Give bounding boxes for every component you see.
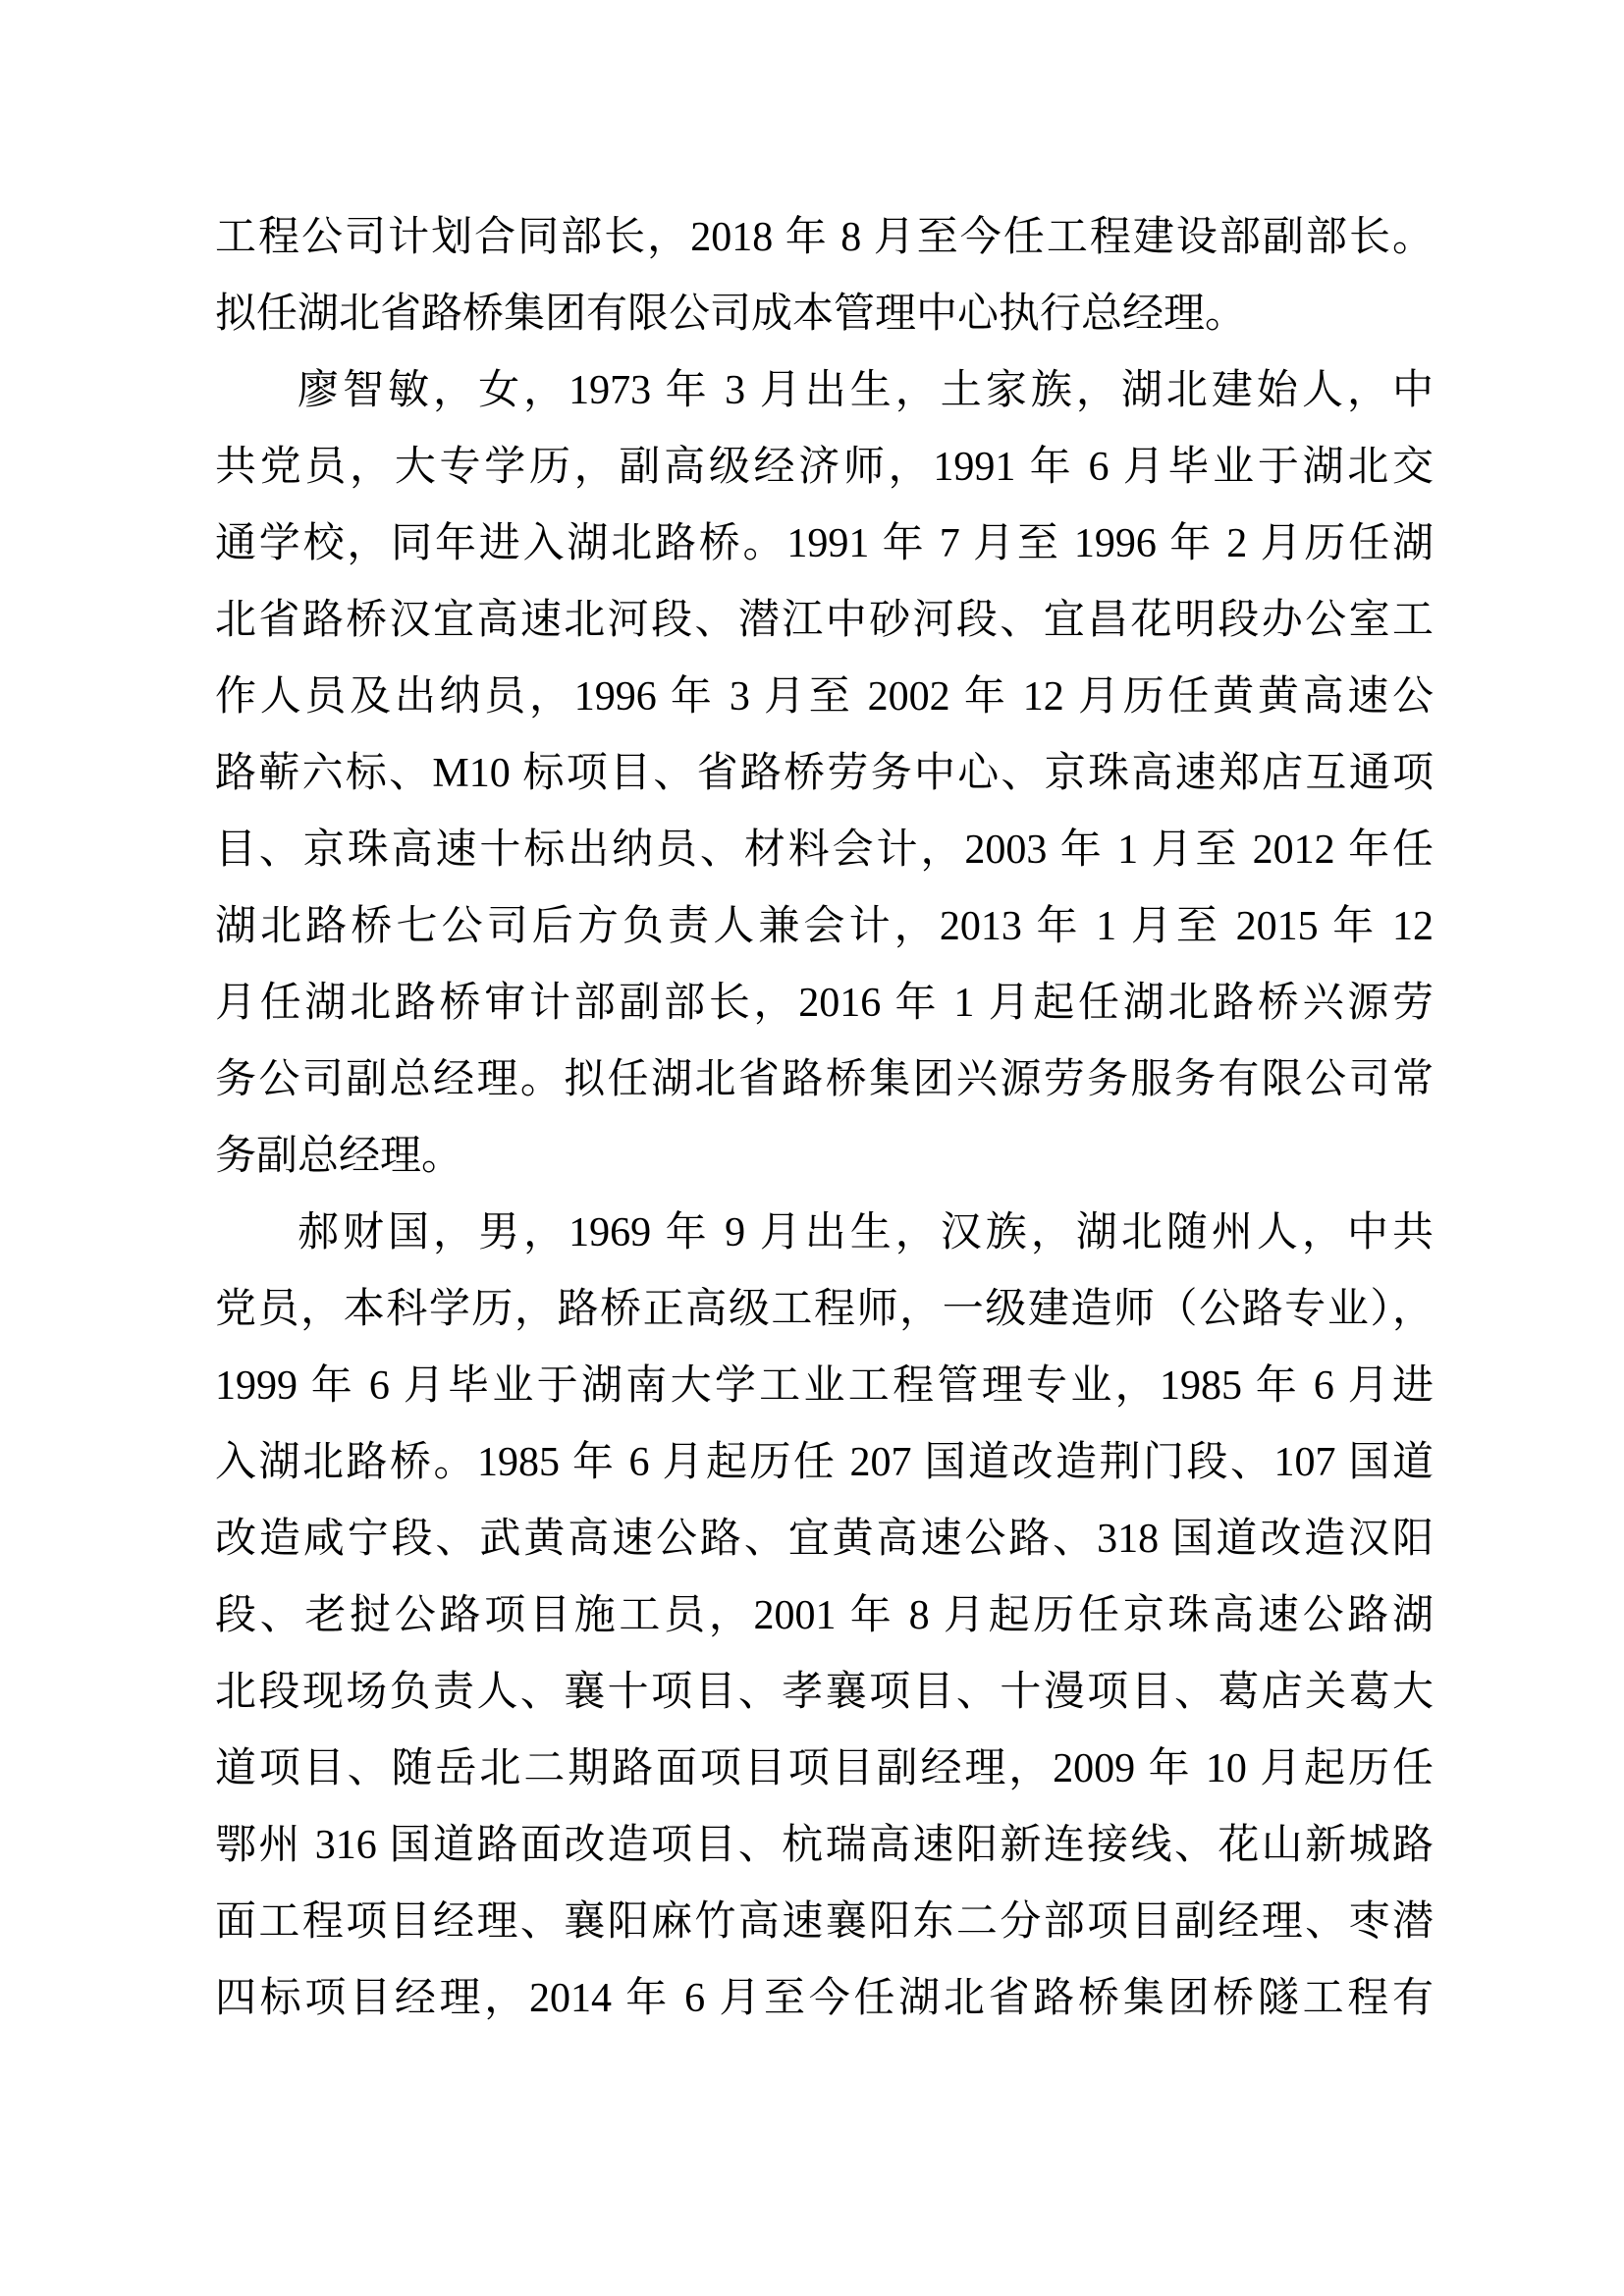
text-line: 共党员，大专学历，副高级经济师，1991 年 6 月毕业于湖北交 bbox=[215, 445, 1434, 490]
paragraph-continuation bbox=[215, 199, 1434, 352]
text-line: 道项目、随岳北二期路面项目项目副经理，2009 年 10 月起历任 bbox=[215, 1746, 1434, 1791]
text-line: 鄂州 316 国道路面改造项目、杭瑞高速阳新连接线、花山新城路 bbox=[215, 1823, 1434, 1868]
text-line: 湖北路桥七公司后方负责人兼会计，2013 年 1 月至 2015 年 12 bbox=[215, 904, 1434, 949]
text-line: 工程公司计划合同部长，2018 年 8 月至今任工程建设部副部长。 bbox=[215, 215, 1434, 260]
text-line: 段、老挝公路项目施工员，2001 年 8 月起历任京珠高速公路湖 bbox=[215, 1593, 1434, 1638]
text-line: 四标项目经理，2014 年 6 月至今任湖北省路桥集团桥隧工程有 bbox=[215, 1976, 1434, 2021]
text-line: 北段现场负责人、襄十项目、孝襄项目、十漫项目、葛店关葛大 bbox=[215, 1670, 1434, 1715]
text-line: 郝财国，男，1969 年 9 月出生，汉族，湖北随州人，中共 bbox=[298, 1210, 1434, 1255]
text-line: 通学校，同年进入湖北路桥。1991 年 7 月至 1996 年 2 月历任湖 bbox=[215, 521, 1434, 566]
text-line: 改造咸宁段、武黄高速公路、宜黄高速公路、318 国道改造汉阳 bbox=[215, 1517, 1434, 1562]
text-line: 入湖北路桥。1985 年 6 月起历任 207 国道改造荆门段、107 国道 bbox=[215, 1440, 1434, 1485]
text-line: 务副总经理。 bbox=[215, 1134, 463, 1179]
text-line: 廖智敏，女，1973 年 3 月出生，土家族，湖北建始人，中 bbox=[298, 368, 1434, 413]
text-line: 北省路桥汉宜高速北河段、潜江中砂河段、宜昌花明段办公室工 bbox=[215, 598, 1434, 643]
text-line: 务公司副总经理。拟任湖北省路桥集团兴源劳务服务有限公司常 bbox=[215, 1057, 1434, 1102]
paragraph-bio-liaozhimin bbox=[215, 352, 1434, 1195]
paragraph-bio-haocaiguo bbox=[215, 1195, 1434, 2037]
text-line: 拟任湖北省路桥集团有限公司成本管理中心执行总经理。 bbox=[215, 292, 1247, 337]
text-line: 路蕲六标、M10 标项目、省路桥劳务中心、京珠高速郑店互通项 bbox=[215, 751, 1434, 796]
document-text-block bbox=[215, 199, 1434, 2037]
text-line: 作人员及出纳员，1996 年 3 月至 2002 年 12 月历任黄黄高速公 bbox=[215, 674, 1434, 720]
text-line: 党员，本科学历，路桥正高级工程师，一级建造师（公路专业）， bbox=[215, 1287, 1434, 1332]
text-line: 目、京珠高速十标出纳员、材料会计，2003 年 1 月至 2012 年任 bbox=[215, 828, 1434, 873]
text-line: 1999 年 6 月毕业于湖南大学工业工程管理专业，1985 年 6 月进 bbox=[215, 1363, 1434, 1409]
text-line: 月任湖北路桥审计部副部长，2016 年 1 月起任湖北路桥兴源劳 bbox=[215, 981, 1434, 1026]
text-line: 面工程项目经理、襄阳麻竹高速襄阳东二分部项目副经理、枣潜 bbox=[215, 1899, 1434, 1945]
